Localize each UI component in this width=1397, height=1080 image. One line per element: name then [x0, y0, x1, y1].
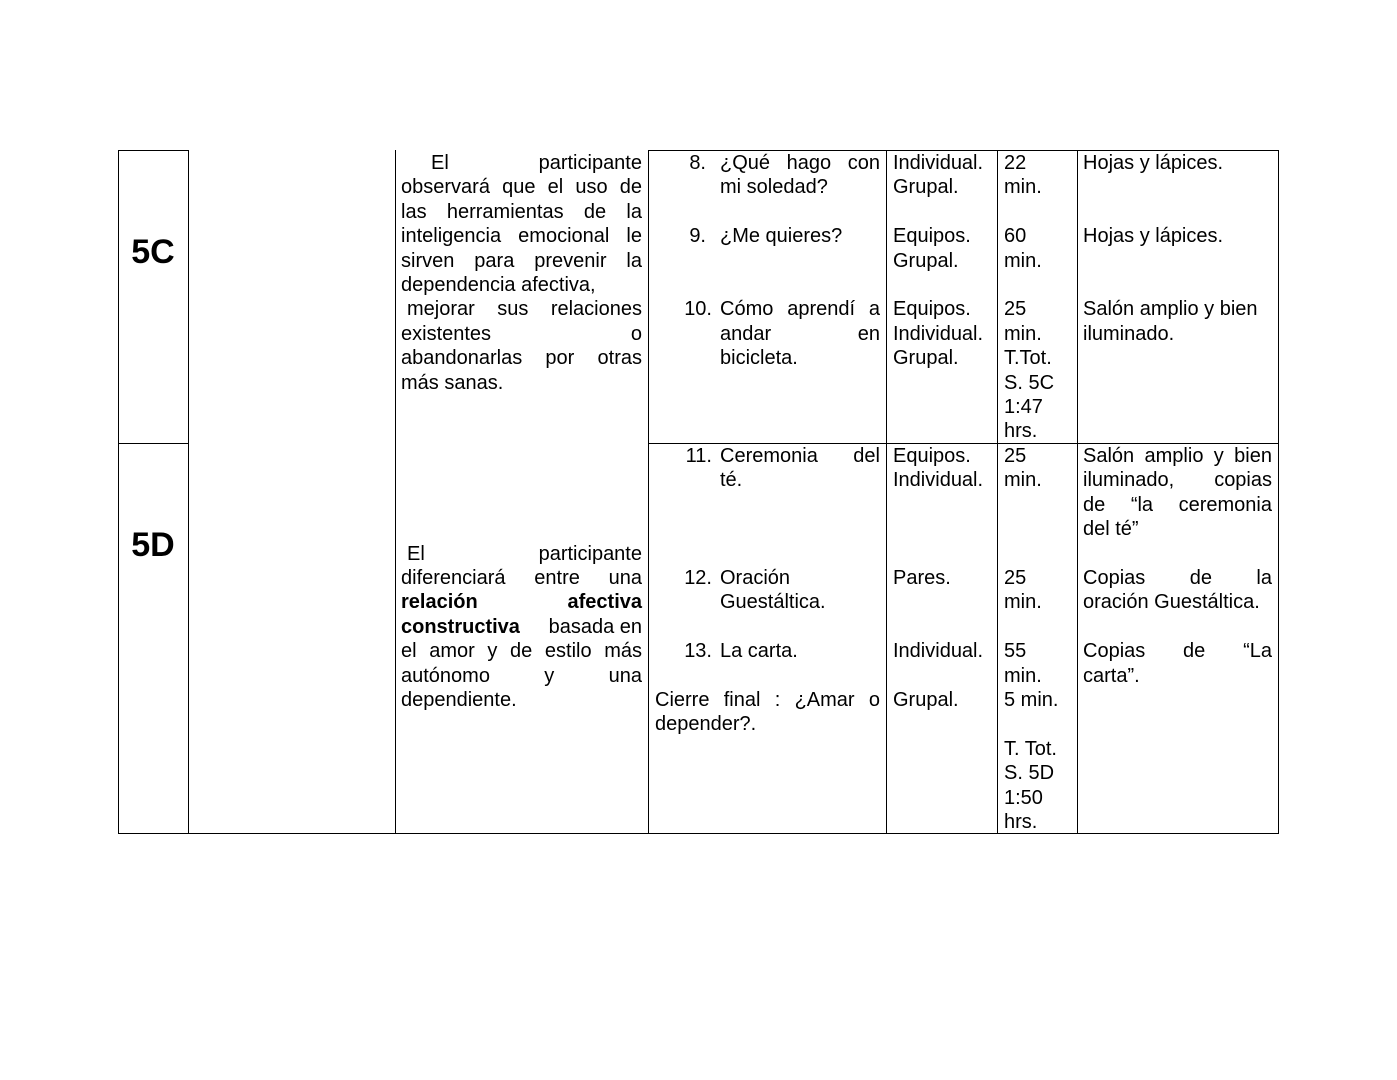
session-label: 5C [131, 233, 175, 271]
session-label: 5D [131, 526, 175, 564]
objective-rest: basada en [548, 615, 642, 638]
